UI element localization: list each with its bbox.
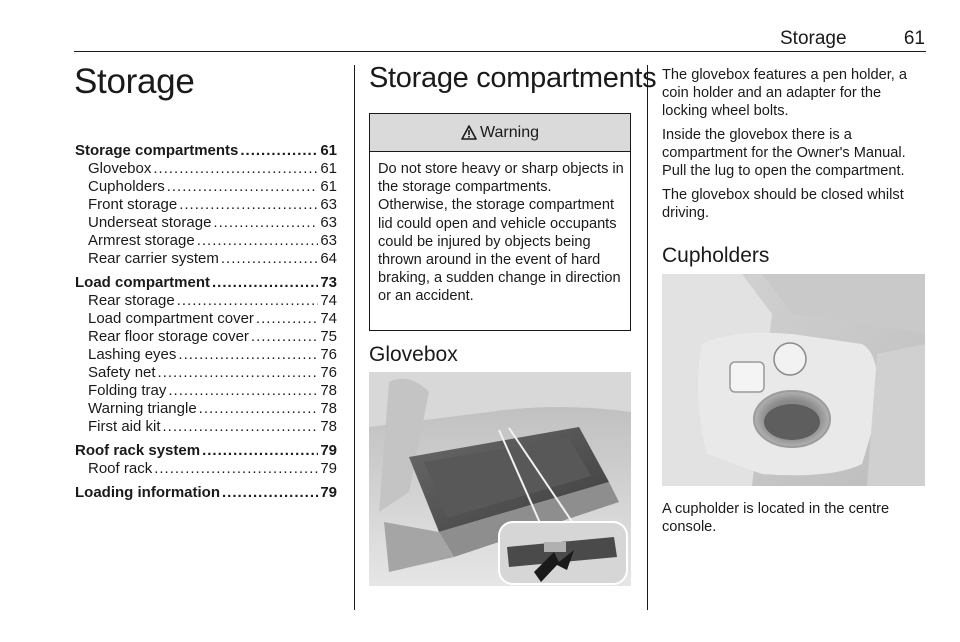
toc-entry-label: Rear storage — [88, 292, 175, 309]
warning-text: Do not store heavy or sharp objects in the storage compartments. Otherwise, the storage compartment lid could open and vehicle occupants could be injured by objects being thrown around in the event of hard braking, a sudden change in direction or an accident. — [378, 161, 624, 305]
toc-entry-page: 76 — [320, 364, 337, 381]
cupholder-illustration — [662, 274, 925, 486]
toc-dot-leader — [158, 364, 319, 382]
column-divider-2 — [647, 65, 648, 610]
toc-dot-leader — [256, 310, 318, 328]
toc-dot-leader — [251, 328, 318, 346]
toc-entry-page: 61 — [320, 160, 337, 177]
toc-entry-page: 63 — [320, 232, 337, 249]
toc-entry[interactable] — [75, 382, 337, 400]
toc-entry-label: Lashing eyes — [88, 346, 177, 363]
toc-entry-page: 61 — [320, 178, 337, 195]
toc-entry-label: Underseat storage — [88, 214, 212, 231]
toc-entry-page: 78 — [320, 418, 337, 435]
toc-entry[interactable] — [75, 142, 337, 160]
toc-dot-leader — [154, 460, 318, 478]
toc-entry[interactable] — [75, 484, 337, 502]
toc-dot-leader — [168, 382, 318, 400]
glovebox-paragraph-3: The glovebox should be closed whilst driving. — [662, 187, 904, 222]
toc-entry-label: Roof rack system — [75, 442, 201, 459]
toc-entry-page: 79 — [320, 484, 337, 501]
toc-entry-page: 61 — [320, 142, 337, 159]
toc-dot-leader — [212, 274, 318, 292]
toc-entry-label: Cupholders — [88, 178, 165, 195]
warning-title: Warning — [480, 123, 539, 141]
toc-entry[interactable] — [75, 178, 337, 196]
toc-entry-page: 78 — [320, 382, 337, 399]
toc-dot-leader — [213, 214, 318, 232]
toc-entry-label: Load compartment cover — [88, 310, 254, 327]
chapter-title: Storage — [74, 62, 195, 101]
toc-entry[interactable] — [75, 292, 337, 310]
glovebox-heading: Glovebox — [369, 343, 458, 366]
toc-entry-page: 79 — [320, 460, 337, 477]
toc-entry-label: Armrest storage — [88, 232, 195, 249]
toc-entry-page: 75 — [320, 328, 337, 345]
toc-entry[interactable] — [75, 418, 337, 436]
toc-dot-leader — [199, 400, 319, 418]
table-of-contents — [75, 142, 337, 502]
toc-entry[interactable] — [75, 196, 337, 214]
warning-triangle-icon — [461, 125, 477, 140]
toc-entry[interactable] — [75, 274, 337, 292]
toc-entry-page: 79 — [320, 442, 337, 459]
glovebox-illustration — [369, 372, 631, 586]
toc-entry-label: Rear carrier system — [88, 250, 219, 267]
toc-dot-leader — [163, 418, 319, 436]
section-title: Storage compartments — [369, 62, 657, 94]
toc-entry[interactable] — [75, 400, 337, 418]
toc-entry-label: First aid kit — [88, 418, 161, 435]
toc-entry-page: 78 — [320, 400, 337, 417]
toc-dot-leader — [167, 178, 319, 196]
running-header-title: Storage — [780, 28, 847, 49]
toc-entry[interactable] — [75, 346, 337, 364]
toc-entry-label: Safety net — [88, 364, 156, 381]
toc-entry[interactable] — [75, 232, 337, 250]
toc-entry[interactable] — [75, 160, 337, 178]
toc-entry-page: 64 — [320, 250, 337, 267]
toc-entry[interactable] — [75, 250, 337, 268]
toc-entry-label: Loading information — [75, 484, 220, 501]
toc-dot-leader — [178, 346, 318, 364]
toc-dot-leader — [197, 232, 319, 250]
toc-entry-label: Load compartment — [75, 274, 211, 291]
toc-entry-page: 63 — [320, 196, 337, 213]
toc-dot-leader — [222, 484, 318, 502]
toc-entry-page: 74 — [320, 292, 337, 309]
toc-entry-page: 63 — [320, 214, 337, 231]
toc-entry-page: 74 — [320, 310, 337, 327]
glovebox-paragraph-1: The glovebox features a pen holder, a coin holder and an adapter for the locking wheel bolts. — [662, 67, 908, 120]
header-rule — [74, 51, 926, 52]
toc-dot-leader — [179, 196, 318, 214]
toc-entry-page: 73 — [320, 274, 337, 291]
warning-box — [369, 113, 631, 331]
cupholders-paragraph: A cupholder is located in the centre console. — [662, 501, 890, 536]
warning-header — [370, 114, 630, 152]
toc-entry-label: Glovebox — [88, 160, 152, 177]
toc-dot-leader — [240, 142, 318, 160]
running-header — [780, 28, 925, 52]
page-number: 61 — [903, 28, 925, 49]
toc-entry-label: Front storage — [88, 196, 178, 213]
toc-entry[interactable] — [75, 328, 337, 346]
cupholders-heading: Cupholders — [662, 244, 770, 267]
toc-entry-label: Folding tray — [88, 382, 167, 399]
toc-entry[interactable] — [75, 460, 337, 478]
toc-entry-label: Roof rack — [88, 460, 153, 477]
toc-dot-leader — [221, 250, 318, 268]
toc-entry[interactable] — [75, 442, 337, 460]
glovebox-paragraph-2: Inside the glovebox there is a compartment for the Owner's Manual. Pull the lug to open the compartment. — [662, 127, 906, 180]
toc-entry-page: 76 — [320, 346, 337, 363]
toc-entry[interactable] — [75, 310, 337, 328]
toc-dot-leader — [202, 442, 318, 460]
toc-entry-label: Warning triangle — [88, 400, 197, 417]
toc-dot-leader — [153, 160, 318, 178]
toc-entry-label: Rear floor storage cover — [88, 328, 249, 345]
toc-entry[interactable] — [75, 364, 337, 382]
column-divider-1 — [354, 65, 355, 610]
toc-entry[interactable] — [75, 214, 337, 232]
toc-entry-label: Storage compartments — [75, 142, 239, 159]
toc-dot-leader — [177, 292, 319, 310]
